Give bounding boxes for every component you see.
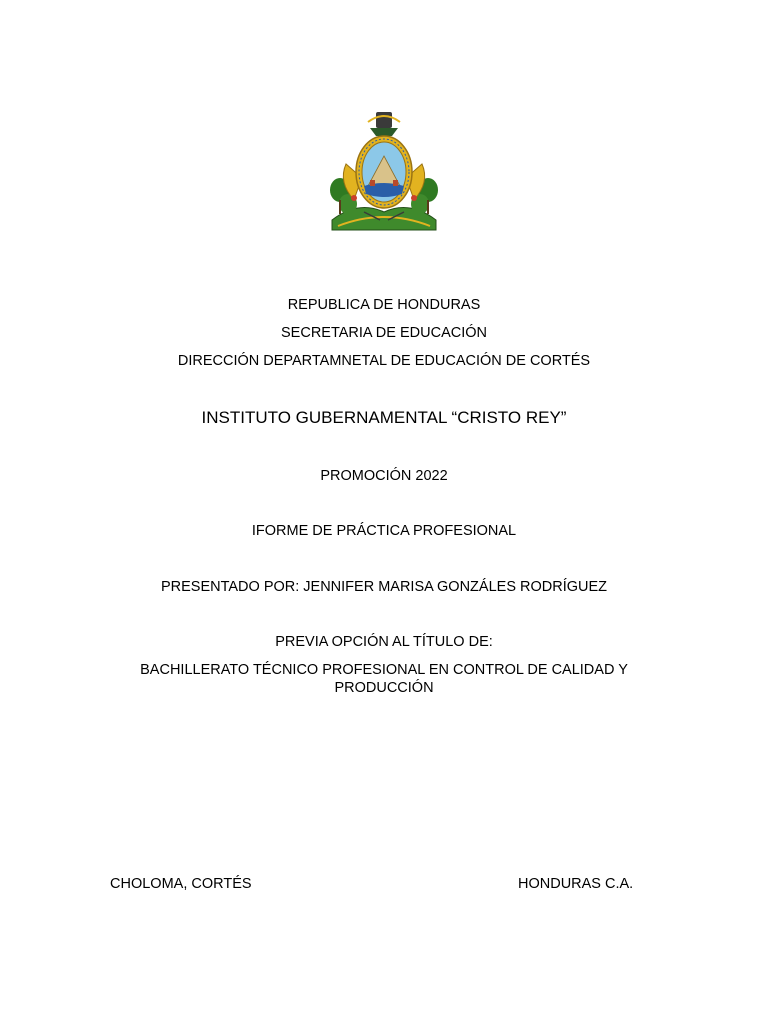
degree-title: BACHILLERATO TÉCNICO PROFESIONAL EN CONTROL DE CALIDAD Y PRODUCCIÓN: [140, 662, 628, 696]
footer-country: HONDURAS C.A.: [518, 876, 634, 892]
header-direction: DIRECCIÓN DEPARTAMNETAL DE EDUCACIÓN DE CORTÉS: [177, 353, 591, 369]
institute-title: INSTITUTO GUBERNAMENTAL “CRISTO REY”: [201, 408, 567, 427]
prior-option: PREVIA OPCIÓN AL TÍTULO DE:: [275, 634, 493, 650]
footer-city: CHOLOMA, CORTÉS: [110, 876, 252, 892]
header-republic: REPUBLICA DE HONDURAS: [287, 297, 481, 313]
presented-by: PRESENTADO POR: JENNIFER MARISA GONZÁLES RODRÍGUEZ: [160, 579, 608, 595]
report-title: IFORME DE PRÁCTICA PROFESIONAL: [251, 523, 517, 539]
promotion-year: PROMOCIÓN 2022: [320, 468, 448, 484]
honduras-coat-of-arms-icon: [328, 108, 440, 234]
header-secretariat: SECRETARIA DE EDUCACIÓN: [281, 325, 487, 341]
